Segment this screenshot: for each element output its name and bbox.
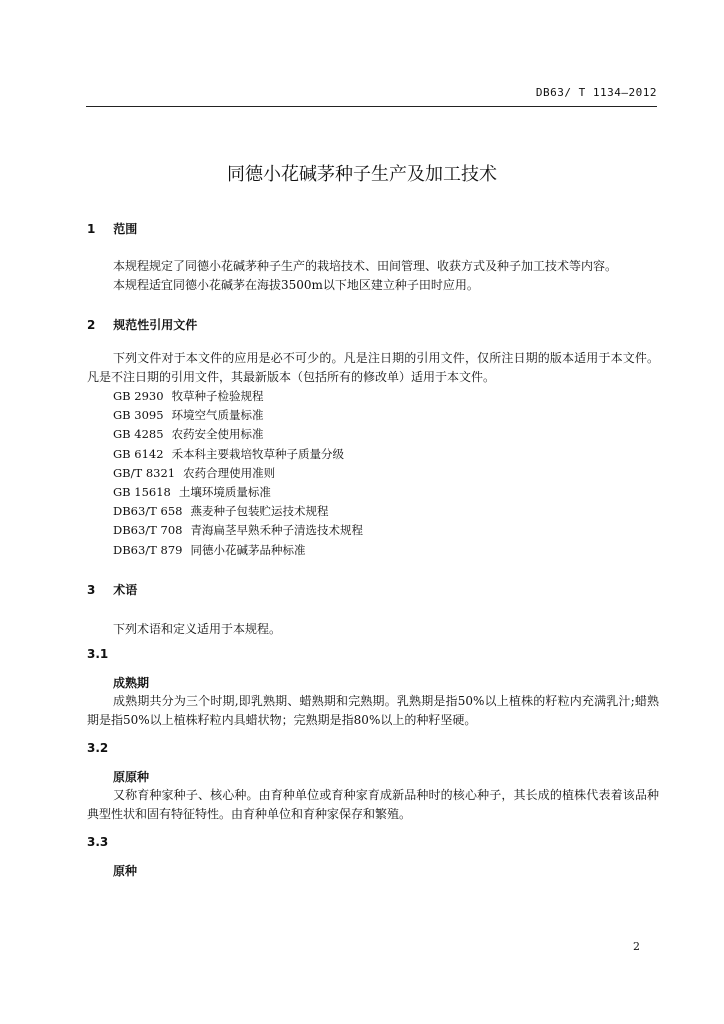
section-1-heading <box>87 220 137 237</box>
reference-code: GB 15618 <box>113 485 171 500</box>
standard-code: DB63/ T 1134—2012 <box>535 86 657 99</box>
section-title: 术语 <box>113 583 138 597</box>
reference-title: 农药合理使用准则 <box>183 465 276 480</box>
reference-title: 燕麦种子包装贮运技术规程 <box>190 504 329 519</box>
term-definition: 成熟期共分为三个时期,即乳熟期、蜡熟期和完熟期。乳熟期是指50%以上植株的籽粒内充满乳汁;蜡熟期是指50%以上植株籽粒内具蜡状物；完熟期是指80%以上的种籽坚硬。 <box>87 694 659 727</box>
reference-code: GB 2930 <box>113 389 164 403</box>
term-name: 成熟期 <box>113 676 150 690</box>
reference-item <box>113 406 363 425</box>
reference-item <box>113 445 363 464</box>
section-number: 3 <box>87 583 96 597</box>
reference-title: 同德小花碱茅品种标准 <box>190 542 306 557</box>
reference-item <box>113 387 363 406</box>
reference-code: GB 6142 <box>113 446 164 461</box>
reference-title: 环境空气质量标准 <box>171 408 264 423</box>
reference-code: GB 4285 <box>113 427 164 442</box>
reference-code: DB63/T 708 <box>113 523 183 538</box>
section-number: 2 <box>87 318 96 332</box>
reference-code: GB/T 8321 <box>113 465 176 480</box>
section-number: 1 <box>87 222 96 236</box>
term-definition: 又称育种家种子、核心种。由育种单位或育种家育成新品种时的核心种子，其长成的植株代表着该品种典型性状和固有特征特性。由育种单位和育种家保存和繁殖。 <box>87 788 659 821</box>
term-name: 原种 <box>113 864 138 878</box>
section-title: 范围 <box>113 222 138 236</box>
term-name: 原原种 <box>113 770 150 784</box>
page-number: 2 <box>633 940 640 953</box>
term-number: 3.2 <box>87 741 109 755</box>
section-3-heading <box>87 581 137 598</box>
reference-title: 禾本科主要栽培牧草种子质量分级 <box>171 446 345 461</box>
reference-code: GB 3095 <box>113 408 164 423</box>
section-1-line-2: 本规程适宜同德小花碱茅在海拔3500m以下地区建立种子田时应用。 <box>113 278 479 292</box>
reference-title: 牧草种子检验规程 <box>171 389 264 403</box>
term-number: 3.3 <box>87 835 109 849</box>
reference-code: DB63/T 658 <box>113 504 183 519</box>
section-2-intro: 下列文件对于本文件的应用是必不可少的。凡是注日期的引用文件，仅所注日期的版本适用于本文件。凡是不注日期的引用文件，其最新版本（包括所有的修改单）适用于本文件。 <box>87 351 659 384</box>
section-2-heading <box>87 316 197 333</box>
section-title: 规范性引用文件 <box>113 318 198 332</box>
reference-item <box>113 521 363 540</box>
reference-title: 农药安全使用标准 <box>171 427 264 442</box>
reference-item <box>113 464 363 483</box>
reference-item <box>113 425 363 444</box>
header-divider <box>86 106 657 107</box>
reference-item <box>113 541 363 560</box>
reference-code: DB63/T 879 <box>113 542 183 557</box>
reference-title: 青海扁茎早熟禾种子清选技术规程 <box>190 523 363 538</box>
term-number: 3.1 <box>87 647 109 661</box>
reference-title: 土壤环境质量标准 <box>178 485 271 500</box>
reference-item <box>113 483 363 502</box>
document-title: 同德小花碱茅种子生产及加工技术 <box>227 164 497 185</box>
section-1-line-1: 本规程规定了同德小花碱茅种子生产的栽培技术、田间管理、收获方式及种子加工技术等内容。 <box>113 259 618 273</box>
reference-list <box>113 387 363 560</box>
reference-item <box>113 502 363 521</box>
section-3-intro: 下列术语和定义适用于本规程。 <box>113 622 282 636</box>
